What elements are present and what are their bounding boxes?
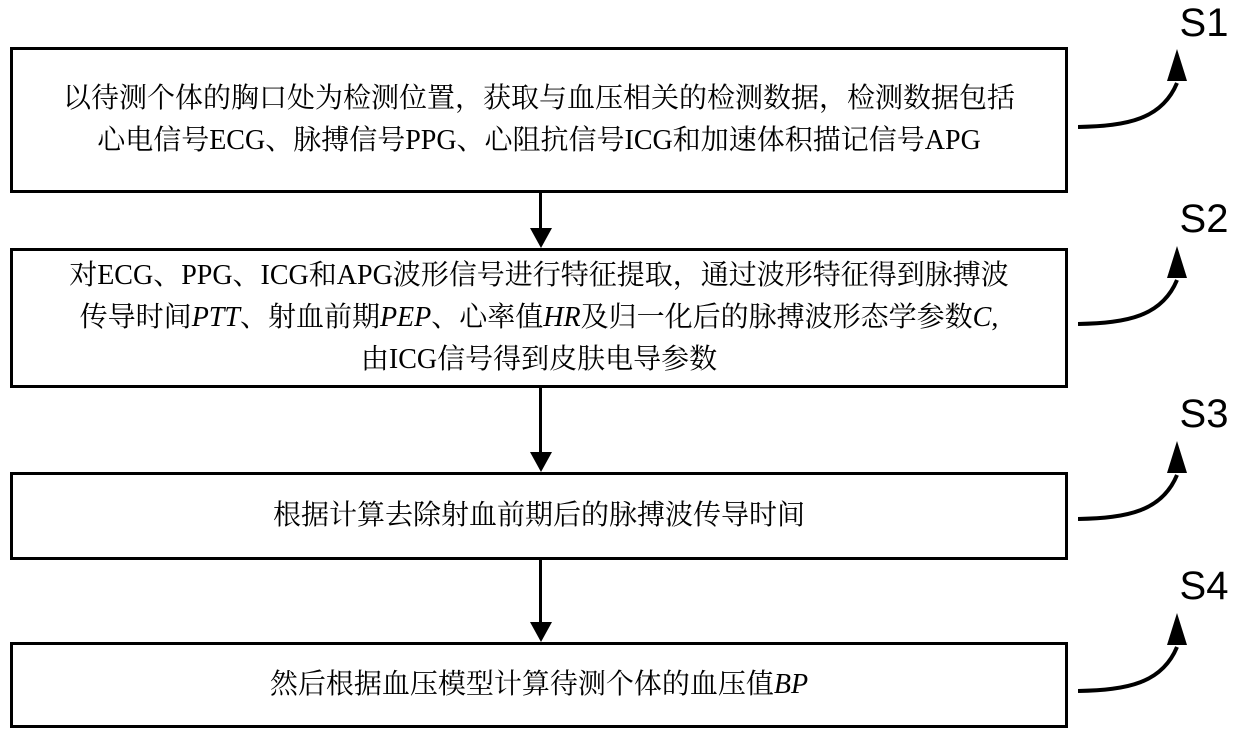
arrow-head-icon	[1167, 246, 1187, 278]
arrow-head-icon	[530, 228, 552, 248]
step-label-s3: S3	[1179, 392, 1229, 436]
step-text-line: 以待测个体的胸口处为检测位置，获取与血压相关的检测数据，检测数据包括	[62, 83, 1015, 114]
arrow-shaft	[539, 193, 542, 232]
step-text-line: 传导时间PTT、射血前期PEP、心率值HR及归一化后的脉搏波形态学参数C,	[79, 302, 999, 333]
curved-arrow-icon	[1078, 83, 1177, 127]
arrow-head-icon	[1167, 613, 1187, 645]
step-text-line: 根据计算去除射血前期后的脉搏波传导时间	[272, 500, 805, 531]
step-ref-arrow-s3	[1078, 433, 1208, 525]
step-ref-arrow-s2	[1078, 238, 1208, 330]
curved-arrow-icon	[1078, 280, 1177, 324]
curved-arrow-icon	[1078, 475, 1177, 519]
arrow-shaft	[539, 560, 542, 626]
down-arrow-1-to-2	[530, 193, 552, 248]
step-label-s2: S2	[1179, 197, 1229, 241]
step-text-line: 由ICG信号得到皮肤电导参数	[360, 344, 718, 375]
down-arrow-3-to-4	[530, 560, 552, 642]
step-box-s3	[10, 472, 1068, 560]
step-ref-arrow-s4	[1078, 605, 1208, 697]
down-arrow-2-to-3	[530, 388, 552, 472]
step-text-line: 对ECG、PPG、ICG和APG波形信号进行特征提取，通过波形特征得到脉搏波	[69, 260, 1009, 291]
step-text-line: 心电信号ECG、脉搏信号PPG、心阻抗信号ICG和加速体积描记信号APG	[97, 125, 981, 156]
step-box-s2	[10, 248, 1068, 388]
step-box-s4	[10, 642, 1068, 728]
step-label-s4: S4	[1179, 564, 1229, 608]
arrow-head-icon	[1167, 49, 1187, 81]
curved-arrow-icon	[1078, 647, 1177, 691]
step-box-s1	[10, 47, 1068, 193]
arrow-head-icon	[530, 452, 552, 472]
arrow-shaft	[539, 388, 542, 456]
arrow-head-icon	[530, 622, 552, 642]
step-ref-arrow-s1	[1078, 41, 1208, 133]
step-label-s1: S1	[1179, 1, 1229, 45]
arrow-head-icon	[1167, 441, 1187, 473]
step-text-line: 然后根据血压模型计算待测个体的血压值BP	[269, 669, 809, 700]
